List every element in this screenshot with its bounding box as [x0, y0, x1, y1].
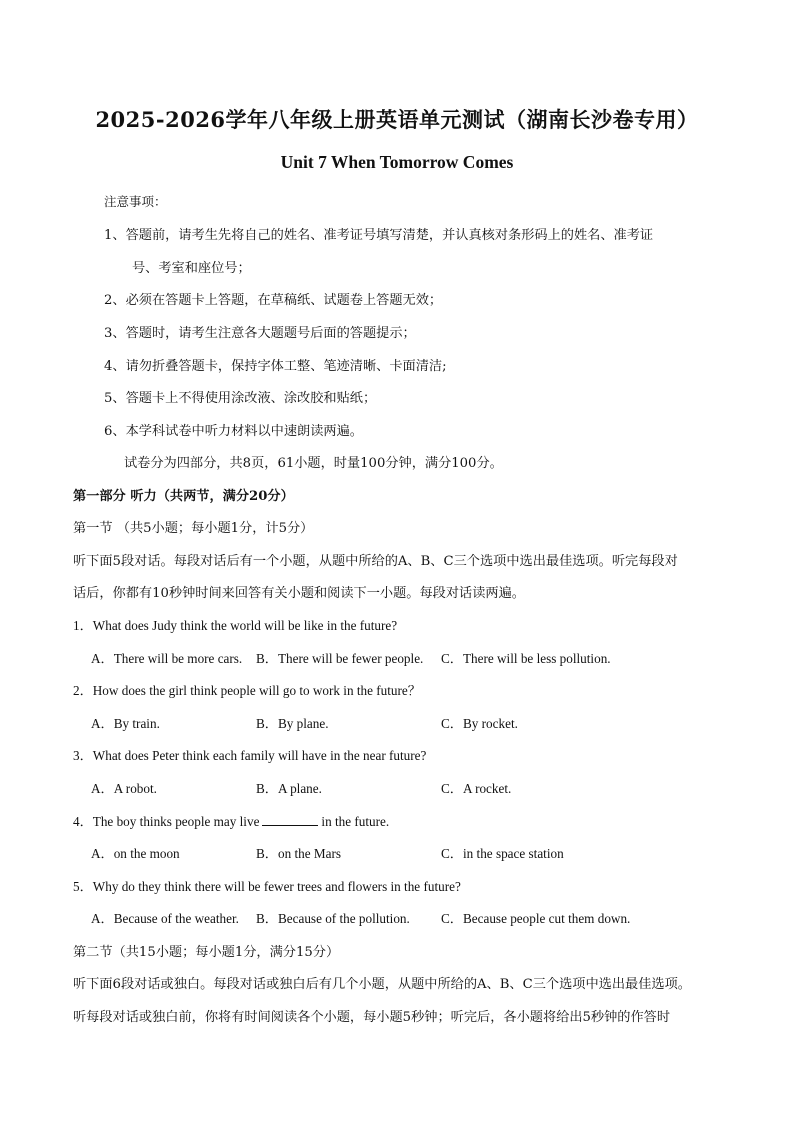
notice-heading: 注意事项： — [104, 194, 167, 209]
question-4-option-c[interactable]: C．in the space station — [441, 846, 564, 861]
section2-instruction-line2: 听每段对话或独白前，你将有时间阅读各个小题，每小题5秒钟；听完后，各小题将给出5秒钟的作答时 — [73, 1010, 671, 1025]
unit-title: Unit 7 When Tomorrow Comes — [280, 152, 514, 172]
notice-item-6: 6、本学科试卷中听力材料以中速朗读两遍。 — [104, 424, 363, 439]
question-5-option-b[interactable]: B．Because of the pollution. — [256, 911, 410, 926]
question-2-stem: 2．How does the girl think people will go to work in the future？ — [73, 683, 421, 698]
section1-instruction-line2: 话后，你都有10秒钟时间来回答有关小题和阅读下一小题。每段对话读两遍。 — [73, 586, 525, 601]
question-5-option-a[interactable]: A．Because of the weather. — [91, 911, 239, 926]
question-2-option-a[interactable]: A．By train. — [91, 716, 160, 731]
question-4-stem-before: 4．The boy thinks people may live — [73, 814, 260, 829]
notice-item-4: 4、请勿折叠答题卡，保持字体工整、笔迹清晰、卡面清洁; — [104, 359, 447, 374]
exam-summary: 试卷分为四部分，共8页，61小题，时量100分钟，满分100分。 — [124, 456, 503, 471]
answer-blank — [262, 814, 318, 826]
question-4-option-a[interactable]: A．on the moon — [91, 846, 180, 861]
exam-title: 2025-2026学年八年级上册英语单元测试（湖南长沙卷专用） — [95, 107, 699, 132]
section1-instruction-line1: 听下面5段对话。每段对话后有一个小题，从题中所给的A、B、C三个选项中选出最佳选项。听完每段对 — [73, 554, 678, 569]
notice-item-3: 3、答题时，请考生注意各大题题号后面的答题提示； — [104, 326, 416, 341]
question-2-option-b[interactable]: B．By plane. — [256, 716, 329, 731]
section1-heading: 第一节 （共5小题；每小题1分，计5分） — [73, 521, 314, 536]
question-1-option-a[interactable]: A．There will be more cars. — [91, 651, 243, 666]
question-3-option-b[interactable]: B．A plane. — [256, 781, 322, 796]
question-5-option-c[interactable]: C．Because people cut them down. — [441, 911, 631, 926]
question-4-stem-after: in the future. — [321, 814, 390, 829]
question-2-option-c[interactable]: C．By rocket. — [441, 716, 518, 731]
notice-item-1: 1、答题前，请考生先将自己的姓名、准考证号填写清楚，并认真核对条形码上的姓名、准考证 — [104, 228, 654, 243]
notice-item-2: 2、必须在答题卡上答题，在草稿纸、试题卷上答题无效； — [104, 293, 443, 308]
question-1-option-c[interactable]: C．There will be less pollution. — [441, 651, 611, 666]
question-1-stem: 1．What does Judy think the world will be like in the future? — [73, 618, 398, 633]
question-4-stem — [73, 811, 389, 830]
question-4-option-b[interactable]: B．on the Mars — [256, 846, 341, 861]
section2-heading: 第二节（共15小题；每小题1分，满分15分） — [73, 945, 340, 960]
question-1-option-b[interactable]: B．There will be fewer people. — [256, 651, 424, 666]
question-5-stem: 5．Why do they think there will be fewer trees and flowers in the future? — [73, 879, 461, 894]
notice-item-1-cont: 号、考室和座位号； — [132, 261, 251, 276]
notice-item-5: 5、答题卡上不得使用涂改液、涂改胶和贴纸； — [104, 391, 377, 406]
question-3-option-c[interactable]: C．A rocket. — [441, 781, 512, 796]
question-3-option-a[interactable]: A．A robot. — [91, 781, 157, 796]
section2-instruction-line1: 听下面6段对话或独白。每段对话或独白后有几个小题，从题中所给的A、B、C三个选项中选出最佳选项。 — [73, 977, 691, 992]
question-3-stem: 3．What does Peter think each family will have in the near future? — [73, 748, 427, 763]
part1-heading: 第一部分 听力（共两节，满分20分） — [73, 489, 294, 504]
